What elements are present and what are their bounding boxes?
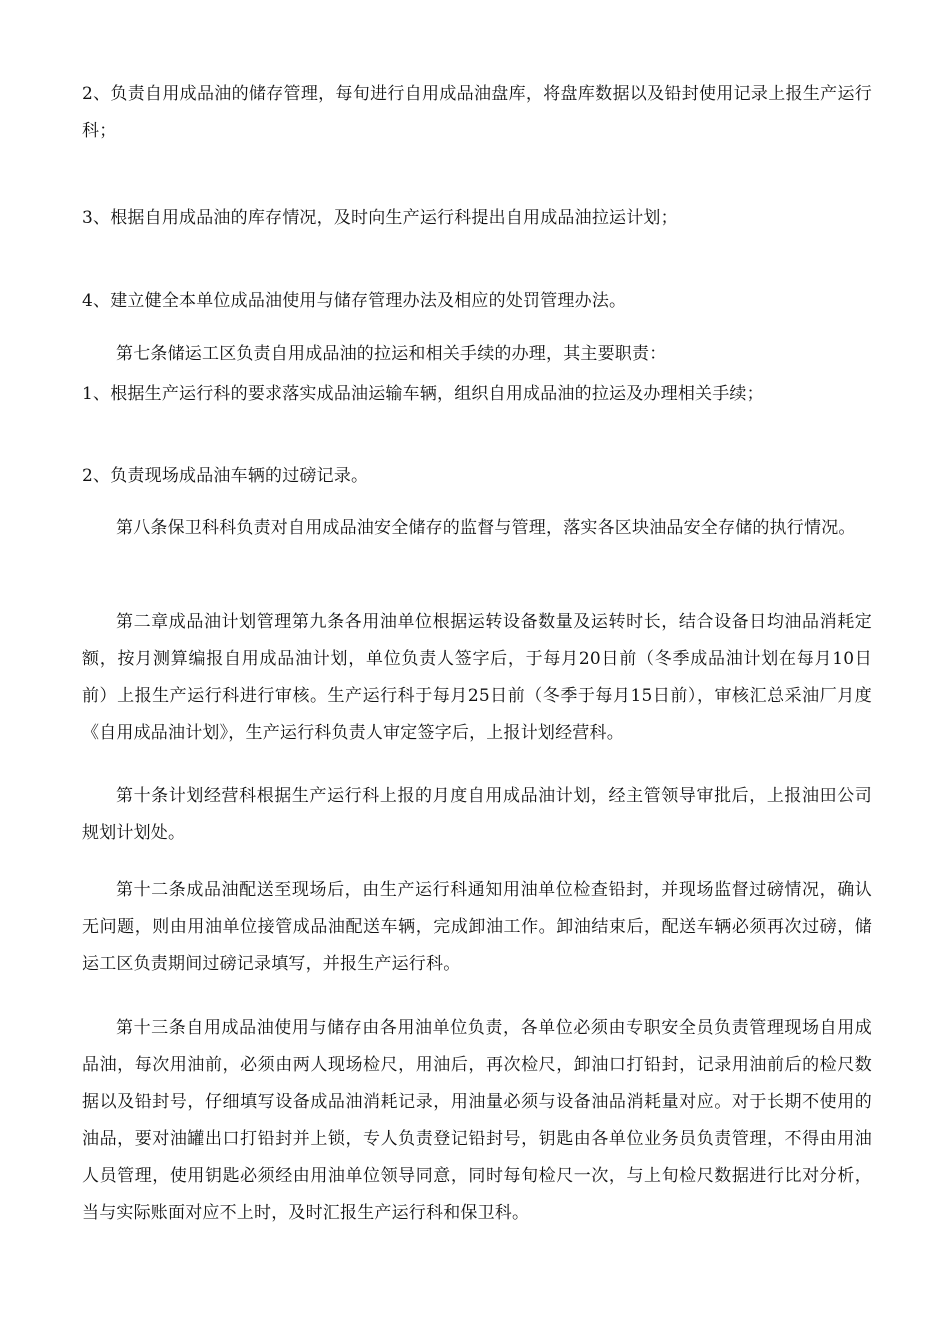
paragraph-article-7: 第七条储运工区负责自用成品油的拉运和相关手续的办理，其主要职责： [116, 344, 667, 364]
paragraph-item-2-storage: 2、负责自用成品油的储存管理，每旬进行自用成品油盘库，将盘库数据以及铅封使用记录上报生产运行科； [82, 84, 872, 141]
paragraph-article-7-item-2: 2、负责现场成品油车辆的过磅记录。 [82, 466, 369, 486]
paragraph-item-4-rules: 4、建立健全本单位成品油使用与储存管理办法及相应的处罚管理办法。 [82, 291, 627, 311]
paragraph-article-7-item-1: 1、根据生产运行科的要求落实成品油运输车辆，组织自用成品油的拉运及办理相关手续； [82, 384, 764, 404]
paragraph-article-10: 第十条计划经营科根据生产运行科上报的月度自用成品油计划，经主管领导审批后，上报油田公司规划计划处。 [82, 786, 872, 843]
paragraph-article-13: 第十三条自用成品油使用与储存由各用油单位负责，各单位必须由专职安全员负责管理现场自用成品油，每次用油前，必须由两人现场检尺，用油后，再次检尺，卸油口打铅封，记录用油前后的检尺数据以及铅封号，仔细填写设备成品油消耗记录，用油量必须与设备油品消耗量对应。对于长期不使用的油品，要对油罐出口打铅封并上锁，专人负责登记铅封号，钥匙由各单位业务员负责管理，不得由用油人员管理，使用钥匙必须经由用油单位领导同意，同时每旬检尺一次，与上旬检尺数据进行比对分析，当与实际账面对应不上时，及时汇报生产运行科和保卫科。 [82, 1018, 872, 1223]
paragraph-article-12: 第十二条成品油配送至现场后，由生产运行科通知用油单位检查铅封，并现场监督过磅情况，确认无问题，则由用油单位接管成品油配送车辆，完成卸油工作。卸油结束后，配送车辆必须再次过磅，储运工区负责期间过磅记录填写，并报生产运行科。 [82, 880, 872, 974]
paragraph-chapter-2-article-9: 第二章成品油计划管理第九条各用油单位根据运转设备数量及运转时长，结合设备日均油品消耗定额，按月测算编报自用成品油计划，单位负责人签字后，于每月20日前（冬季成品油计划在每月10日前）上报生产运行科进行审核。生产运行科于每月25日前（冬季于每月15日前），审核汇总采油厂月度《自用成品油计划》，生产运行科负责人审定签字后，上报计划经营科。 [82, 612, 872, 743]
paragraph-item-3-plan: 3、根据自用成品油的库存情况，及时向生产运行科提出自用成品油拉运计划； [82, 208, 678, 228]
paragraph-article-8: 第八条保卫科科负责对自用成品油安全储存的监督与管理，落实各区块油品安全存储的执行情况。 [116, 518, 856, 538]
